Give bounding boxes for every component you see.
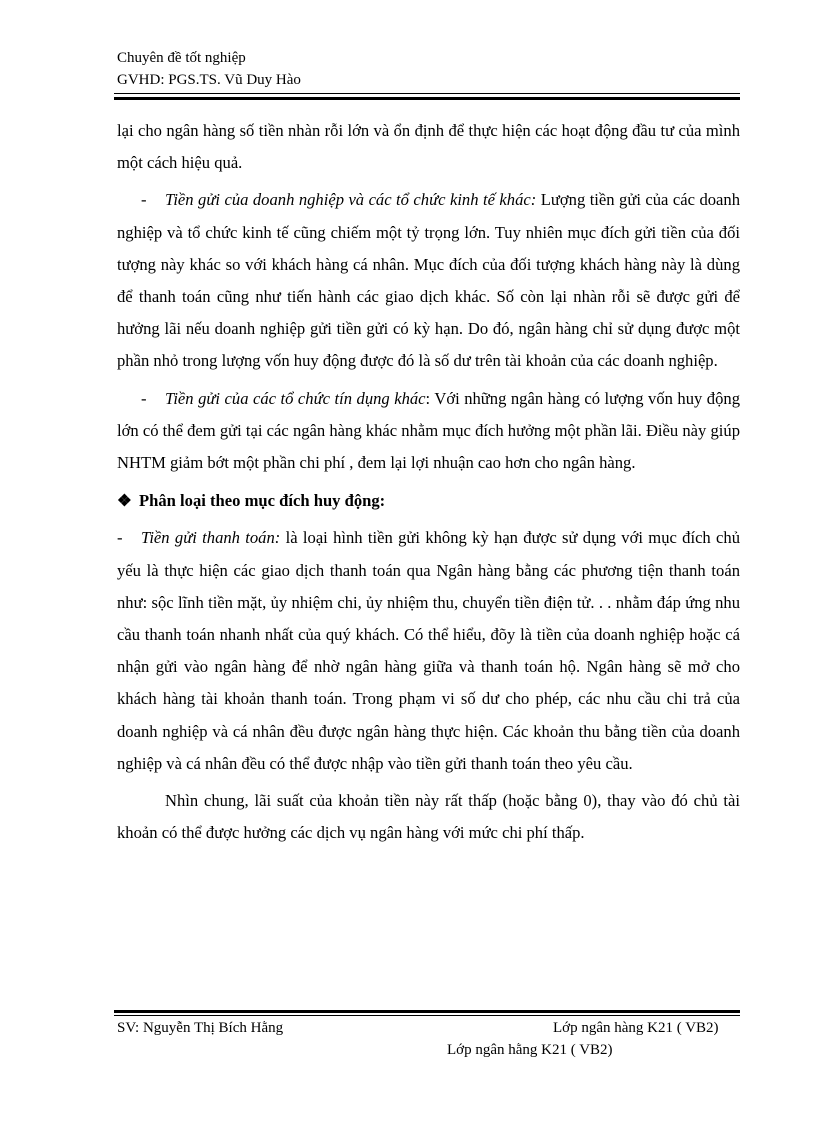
header-rule-thick — [114, 97, 740, 100]
bullet-label: Tiền gửi thanh toán: — [141, 528, 281, 548]
bullet-label: Tiền gửi của các tổ chức tín dụng khác — [165, 388, 426, 408]
diamond-bullet-icon: ❖ — [117, 491, 132, 511]
header-rule-thin — [114, 93, 740, 94]
bullet-label: Tiền gửi của doanh nghiệp và các tổ chức kinh tế khác: — [165, 190, 537, 210]
bullet-credit-institution-deposits — [117, 383, 740, 480]
section-heading — [117, 485, 740, 517]
footer-class-duplicate: Lớp ngân hằng K21 ( VB2) — [447, 1042, 613, 1058]
section-heading-text: Phân loại theo mục đích huy động: — [139, 491, 386, 511]
paragraph-intro: lại cho ngân hàng số tiền nhàn rỗi lớn và ổn định để thực hiện các hoạt động đầu tư của mình một cách hiệu quả. — [117, 121, 740, 173]
bullet-text: là loại hình tiền gửi không kỳ hạn được sử dụng với mục đích chủ yếu là thực hiện các giao dịch thanh toán qua Ngân hàng bằng các phương tiện thanh toán như: sộc lĩnh tiền mặt, ủy nhiệm chi, ủy nhiệm thu, chuyển tiền điện tử. . . nhằm đáp ứng nhu cầu thanh toán nhanh nhất của quý khách. Có thể hiểu, đõy là tiền của doanh nghiệp hoặc cá nhận gửi vào ngân hàng để nhờ ngân hàng giữa và thanh toán hộ. Ngân hàng sẽ mở cho khách hàng tài khoản thanh toán. Trong phạm vi số dư cho phép, các nhu cầu chi trả của doanh nghiệp và cá nhân đều được ngân hàng thực hiện. Các khoản thu bằng tiền của doanh nghiệp và cá nhân đều có thể được nhập vào tiền gửi thanh toán theo yêu cầu. — [117, 528, 741, 773]
page-header — [117, 47, 301, 91]
paragraph-conclusion: Nhìn chung, lãi suất của khoản tiền này rất thấp (hoặc bằng 0), thay vào đó chủ tài khoản có thể được hưởng các dịch vụ ngân hàng với mức chi phí thấp. — [117, 791, 740, 843]
footer-class: Lớp ngân hàng K21 ( VB2) — [553, 1020, 719, 1036]
bullet-enterprise-deposits — [117, 184, 740, 377]
bullet-text: Lượng tiền gửi của các doanh nghiệp và tổ chức kinh tế cũng chiếm một tỷ trọng lớn. Tuy nhiên mục đích gửi tiền của đối tượng này khác so với khách hàng cá nhân. Mục đích của đối tượng khách hàng này là dùng để thanh toán cũng như tiến hành các giao dịch khác. Số còn lại nhàn rỗi sẽ được gửi để hưởng lãi nếu doanh nghiệp gửi tiền gửi có kỳ hạn. Do đó, ngân hàng chỉ sử dụng được một phần nhỏ trong lượng vốn huy động được đó là số dư trên tài khoản của các doanh nghiệp. — [117, 190, 740, 371]
footer-rule-thick — [114, 1010, 740, 1013]
footer-student: SV: Nguyễn Thị Bích Hằng — [117, 1020, 284, 1036]
bullet-dash: - — [117, 528, 123, 548]
footer-rule-thin — [114, 1015, 740, 1016]
header-title: Chuyên đề tốt nghiệp — [117, 50, 246, 66]
bullet-dash: - — [141, 190, 147, 210]
bullet-dash: - — [141, 388, 147, 408]
bullet-text: : Với những ngân hàng có lượng vốn huy động lớn có thể đem gửi tại các ngân hàng khác nhằm mục đích hưởng một phần lãi. Điều này giúp NHTM giảm bớt một phần chi phí , đem lại lợi nhuận cao hơn cho ngân hàng. — [117, 388, 740, 473]
header-supervisor: GVHD: PGS.TS. Vũ Duy Hào — [117, 72, 301, 88]
document-body — [117, 115, 740, 849]
bullet-payment-deposits — [117, 522, 740, 780]
